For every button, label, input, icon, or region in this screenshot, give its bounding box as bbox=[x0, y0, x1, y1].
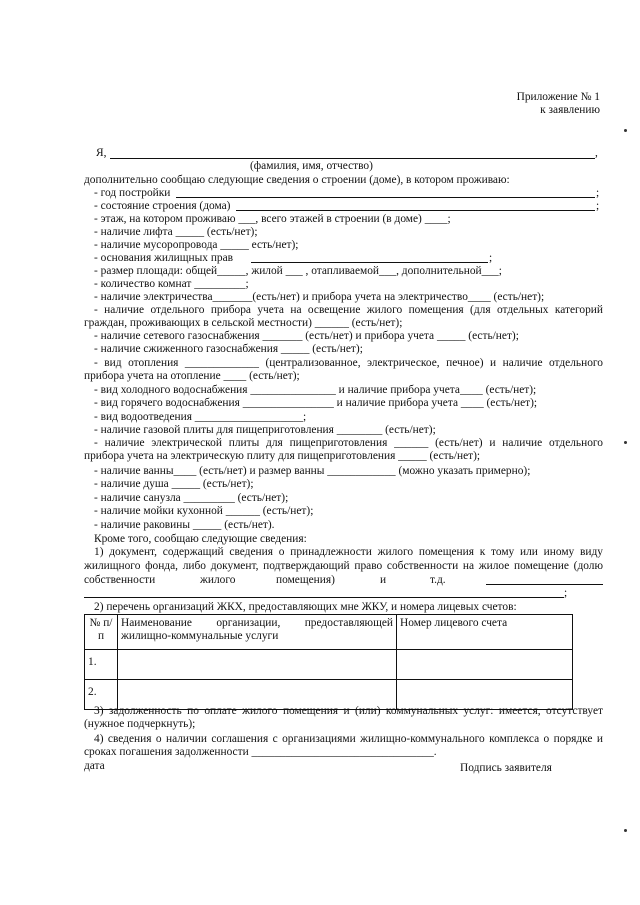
doc-line3-word4: и bbox=[380, 574, 387, 586]
item-bath: - наличие ванны____ (есть/нет) и размер ванны ____________ (можно указать примерно); bbox=[94, 465, 531, 477]
debts-line1: 3) задолженность по оплате жилого помещения и (или) коммунальных услуг: имеется, отсутствует bbox=[94, 705, 603, 717]
item-separate-meter-line2: граждан, проживающих в сельской местности) ______ (есть/нет); bbox=[84, 317, 403, 329]
doc-line1: 1) документ, содержащий сведения о принадлежности жилого помещения к тому или иному виду bbox=[94, 546, 603, 558]
doc-semicolon: ; bbox=[564, 587, 568, 599]
doc-line3-word5: т.д. bbox=[430, 574, 446, 586]
row-number: 1. bbox=[85, 650, 118, 680]
row-org-cell[interactable] bbox=[118, 650, 397, 680]
intro-comma: , bbox=[595, 147, 598, 159]
signature-label: Подпись заявителя bbox=[460, 762, 552, 774]
item-semicolon: ; bbox=[596, 187, 600, 199]
fio-hint: (фамилия, имя, отчество) bbox=[250, 160, 373, 172]
item-electric-stove-line2: прибора учета на электрическую плиту для пищеприготовления _____ (есть/нет); bbox=[84, 450, 481, 462]
scan-speck bbox=[624, 441, 627, 444]
condition-field[interactable] bbox=[236, 210, 595, 211]
item-semicolon: ; bbox=[489, 252, 493, 264]
doc-line3-word2: жилого bbox=[200, 574, 236, 586]
item-heating-line2: прибора учета на отопление ____ (есть/нет); bbox=[84, 370, 300, 382]
item-toilet: - наличие санузла _________ (есть/нет); bbox=[94, 492, 289, 504]
doc-line2: жилищного фонда, либо документ, подтверждающий право собственности на жилое помещение (долю bbox=[84, 560, 603, 572]
item-gas-stove: - наличие газовой плиты для пищеприготовления ________ (есть/нет); bbox=[94, 424, 436, 436]
rights-field[interactable] bbox=[251, 262, 488, 263]
doc-line3-word3: помещения) bbox=[276, 574, 335, 586]
fio-field[interactable] bbox=[110, 158, 595, 159]
item-year-built: - год постройки bbox=[94, 187, 171, 199]
intro-ya: Я, bbox=[96, 147, 107, 159]
item-heating-line1: - вид отопления _____________ (централизованное, электрическое, печное) и наличие отдельного bbox=[94, 357, 603, 369]
item-sink-kitchen: - наличие мойки кухонной ______ (есть/нет); bbox=[94, 505, 314, 517]
scan-speck bbox=[624, 829, 627, 832]
intro-lead: дополнительно сообщаю следующие сведения о строении (доме), в котором проживаю: bbox=[84, 174, 510, 186]
item-electricity: - наличие электричества_______(есть/нет) и прибора учета на электричество____ (есть/нет); bbox=[94, 291, 545, 303]
agreements-line2: сроках погашения задолженности ________________________________. bbox=[84, 746, 437, 758]
table-header-row bbox=[85, 615, 573, 650]
item-area: - размер площади: общей_____, жилой ___ , отапливаемой___, дополнительной___; bbox=[94, 265, 502, 277]
date-label: дата bbox=[84, 760, 105, 772]
header-org-name: Наименование организации, предоставляющей жилищно-коммунальные услуги bbox=[118, 615, 397, 650]
appendix-number: Приложение № 1 bbox=[516, 91, 600, 103]
scan-speck bbox=[624, 129, 627, 132]
item-hot-water: - вид горячего водоснабжения ________________ и наличие прибора учета ____ (есть/нет); bbox=[94, 397, 538, 409]
item-electric-stove-line1: - наличие электрической плиты для пищеприготовления ______ (есть/нет) и наличие отдельного bbox=[94, 437, 603, 449]
item-washbasin: - наличие раковины _____ (есть/нет). bbox=[94, 519, 275, 531]
item-lift: - наличие лифта _____ (есть/нет); bbox=[94, 226, 258, 238]
header-account: Номер лицевого счета bbox=[397, 615, 573, 650]
item-chute: - наличие мусоропровода _____ есть/нет); bbox=[94, 239, 299, 251]
debts-line2: (нужное подчеркнуть); bbox=[84, 718, 196, 730]
item-separate-meter-line1: - наличие отдельного прибора учета на освещение жилого помещения (для отдельных категорий bbox=[94, 304, 603, 316]
table-row bbox=[85, 650, 573, 680]
agreements-line1: 4) сведения о наличии соглашения с организациями жилищно-коммунального комплекса о порядке и bbox=[94, 733, 603, 745]
doc-field-a[interactable] bbox=[486, 584, 603, 585]
row-number: 2. bbox=[85, 680, 118, 710]
orgs-table bbox=[84, 614, 573, 710]
additional-lead: Кроме того, сообщаю следующие сведения: bbox=[94, 533, 307, 545]
doc-line3-word1: собственности bbox=[84, 574, 156, 586]
item-semicolon: ; bbox=[596, 200, 600, 212]
doc-field-b[interactable] bbox=[84, 597, 564, 598]
item-rooms: - количество комнат _________; bbox=[94, 278, 249, 290]
item-shower: - наличие душа _____ (есть/нет); bbox=[94, 478, 254, 490]
item-gas-liquid: - наличие сжиженного газоснабжения _____ (есть/нет); bbox=[94, 343, 363, 355]
header-number: № п/п bbox=[85, 615, 118, 650]
item-drainage: - вид водоотведения ___________________; bbox=[94, 411, 307, 423]
item-floor: - этаж, на котором проживаю ___, всего этажей в строении (в доме) ____; bbox=[94, 213, 451, 225]
year-built-field[interactable] bbox=[176, 197, 595, 198]
appendix-note: к заявлению bbox=[540, 104, 600, 116]
item-gas-network: - наличие сетевого газоснабжения _______ (есть/нет) и прибора учета _____ (есть/нет); bbox=[94, 330, 519, 342]
item-cold-water: - вид холодного водоснабжения _______________ и наличие прибора учета____ (есть/нет); bbox=[94, 384, 537, 396]
item-rights: - основания жилищных прав bbox=[94, 252, 234, 264]
orgs-title: 2) перечень организаций ЖКХ, предоставляющих мне ЖКУ, и номера лицевых счетов: bbox=[94, 601, 517, 613]
item-condition: - состояние строения (дома) bbox=[94, 200, 231, 212]
row-account-cell[interactable] bbox=[397, 650, 573, 680]
